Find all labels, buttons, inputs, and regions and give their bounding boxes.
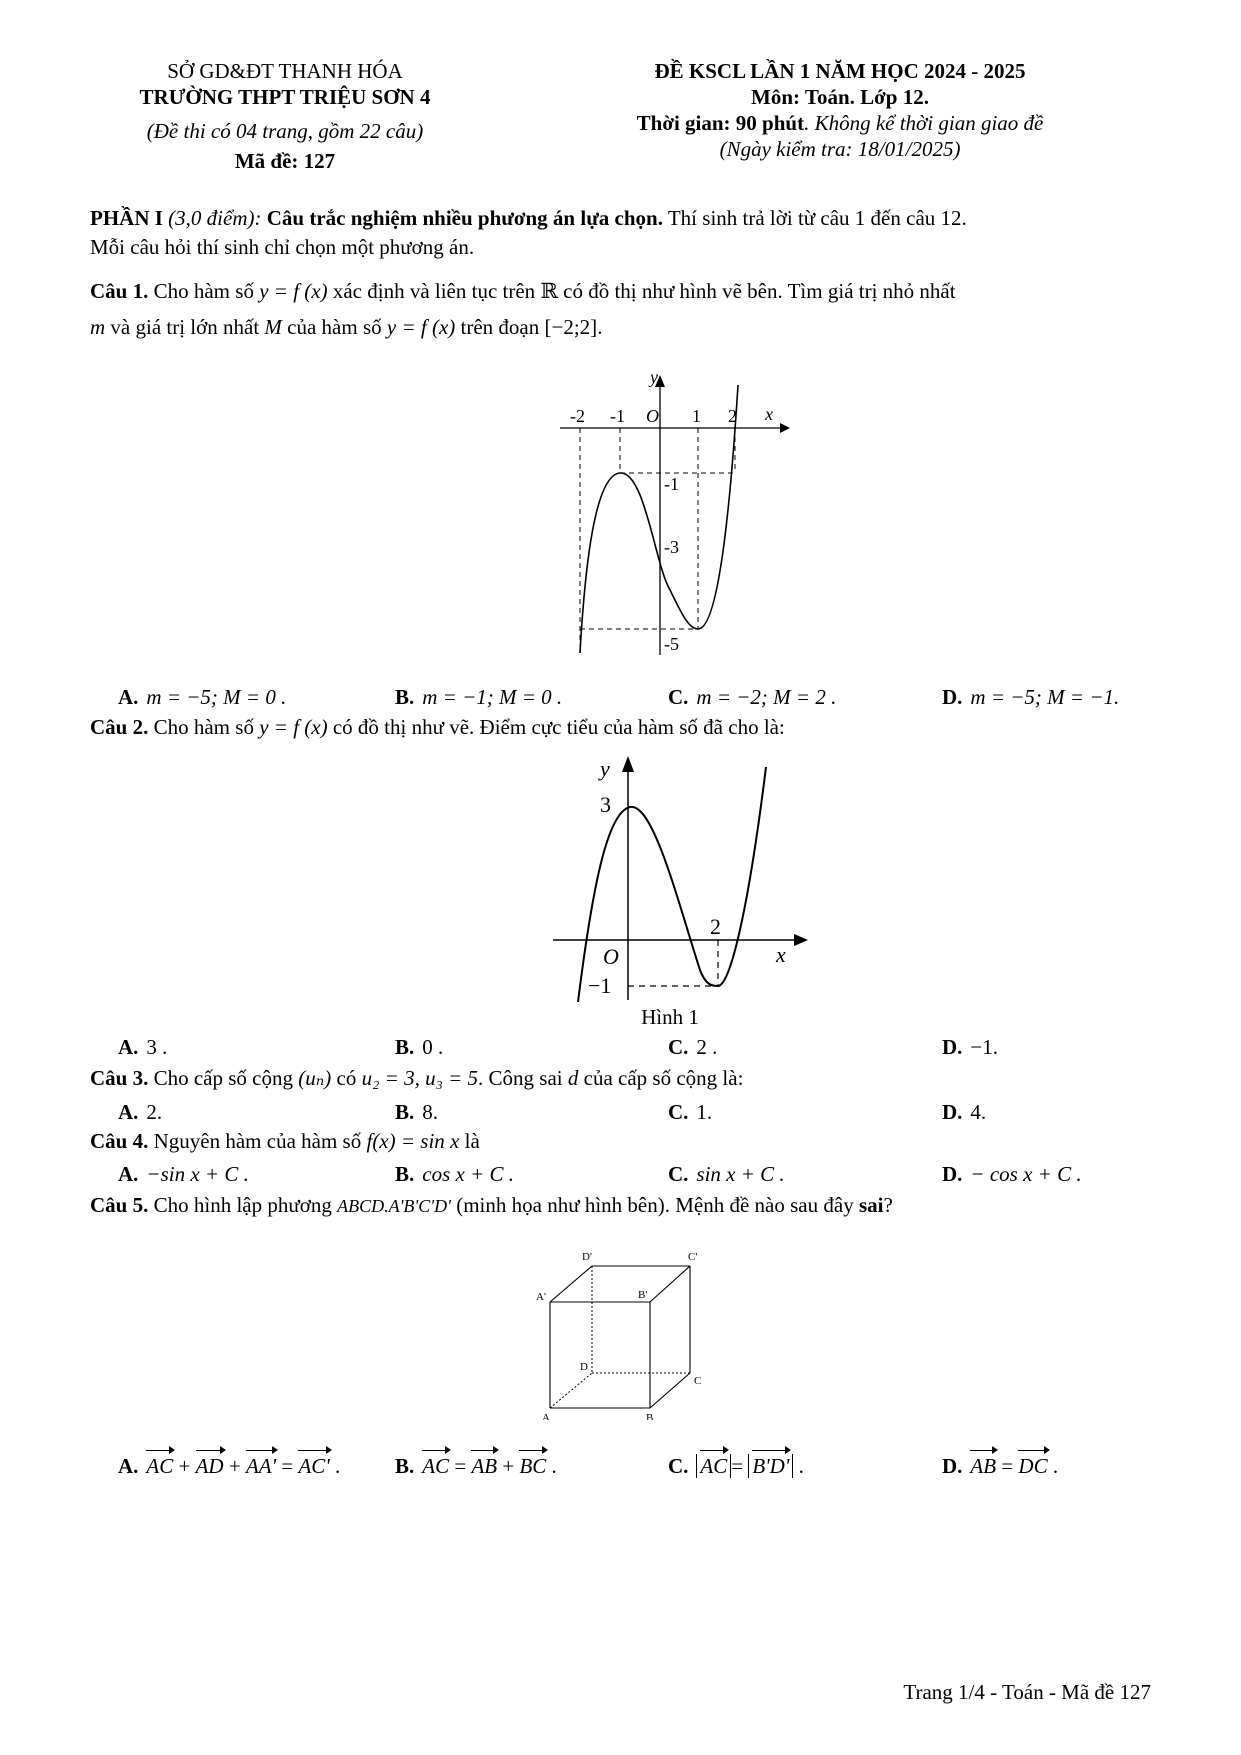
q1-func: y = f (x)	[259, 279, 328, 303]
q5-text: (minh họa như hình bên). Mệnh đề nào sau đây	[450, 1193, 859, 1217]
option-text: 3 .	[146, 1035, 168, 1059]
option-letter: A.	[118, 1162, 139, 1186]
vector: AA'	[246, 1448, 276, 1480]
op: +	[497, 1454, 520, 1478]
q1-label: Câu 1.	[90, 279, 149, 303]
exam-date: (Ngày kiểm tra: 18/01/2025)	[719, 137, 961, 161]
q1-text: của hàm số	[281, 315, 387, 339]
vertex-a1: A'	[536, 1291, 546, 1303]
vector: AC	[700, 1448, 727, 1480]
op: =	[996, 1454, 1019, 1478]
q1-func: y = f (x)	[386, 315, 456, 339]
q5-cube-edges	[550, 1266, 690, 1408]
q5-cube-name: ABCD.A'B'C'D'	[337, 1196, 451, 1216]
option-text: 4.	[970, 1100, 987, 1124]
option-letter: C.	[668, 1162, 689, 1186]
option-letter: B.	[395, 1100, 415, 1124]
vertex-c: C	[694, 1375, 702, 1387]
q2-x-arrow	[794, 934, 808, 946]
q4-line1	[90, 1126, 1151, 1156]
option-text: cos x + C .	[422, 1162, 515, 1186]
dept-name: SỞ GD&ĐT THANH HÓA	[167, 59, 403, 83]
option-letter: A.	[118, 685, 139, 709]
q3-text: của cấp số cộng là:	[578, 1066, 744, 1090]
option-letter: D.	[942, 1454, 963, 1478]
q1-option-d[interactable]	[942, 683, 1119, 711]
q4-option-b[interactable]	[395, 1160, 514, 1188]
option-text: 2.	[146, 1100, 163, 1124]
q3-option-a[interactable]	[118, 1098, 162, 1126]
q1-graph	[550, 365, 790, 665]
q4-text: là	[459, 1129, 480, 1153]
vector: AC	[422, 1448, 449, 1480]
op: +	[223, 1454, 246, 1478]
part1-title: PHẦN I	[90, 206, 163, 230]
vertex-b1: B'	[638, 1289, 648, 1301]
option-letter: A.	[118, 1454, 139, 1478]
option-text: −1.	[970, 1035, 999, 1059]
q1-text: xác định và liên tục trên	[327, 279, 541, 303]
q2-option-d[interactable]	[942, 1033, 998, 1061]
q1-option-a[interactable]	[118, 683, 286, 711]
vertex-d: D	[580, 1361, 588, 1373]
part1-line1	[90, 203, 1151, 233]
option-text: sin x + C .	[696, 1162, 785, 1186]
option-text: 8.	[422, 1100, 439, 1124]
q5-cube-hidden-edges	[550, 1266, 690, 1408]
exam-time-note: . Không kể thời gian giao đề	[804, 111, 1044, 135]
q2-y-label: y	[600, 756, 610, 781]
part1-desc: Thí sinh trả lời từ câu 1 đến câu 12.	[662, 206, 967, 230]
vector: BC	[519, 1448, 546, 1480]
q1-M: M	[264, 315, 282, 339]
option-letter: D.	[942, 1035, 963, 1059]
option-text: −sin x + C .	[146, 1162, 249, 1186]
q1-y-label: y	[650, 367, 658, 387]
q3-text: Cho cấp số cộng	[148, 1066, 299, 1090]
exam-time: Thời gian: 90 phút	[636, 111, 805, 135]
q1-curve	[580, 385, 738, 653]
option-letter: C.	[668, 1100, 689, 1124]
q3-d: d	[567, 1066, 579, 1090]
option-letter: D.	[942, 1100, 963, 1124]
op: =	[276, 1454, 299, 1478]
q1-option-c[interactable]	[668, 683, 836, 711]
q4-option-a[interactable]	[118, 1160, 249, 1188]
q3-seq: (uₙ)	[298, 1066, 332, 1090]
q1-option-b[interactable]	[395, 683, 562, 711]
option-letter: C.	[668, 685, 689, 709]
vector: B'D'	[752, 1448, 789, 1480]
q1-guides	[580, 428, 735, 653]
q1-x-label: x	[765, 404, 773, 424]
q2-x-label: x	[776, 942, 786, 967]
vector: AC'	[298, 1448, 329, 1480]
option-text: − cos x + C .	[970, 1162, 1082, 1186]
header-left	[90, 58, 480, 174]
q1-real: ℝ	[540, 279, 558, 303]
q3-line1	[90, 1063, 1151, 1093]
q1-m: m	[90, 315, 106, 339]
q4-text: Nguyên hàm của hàm số	[148, 1129, 367, 1153]
option-letter: A.	[118, 1100, 139, 1124]
exam-code: Mã đề: 127	[234, 149, 336, 173]
q5-sai: sai	[858, 1193, 884, 1217]
q1-text: Cho hàm số	[148, 279, 260, 303]
q2-origin: O	[603, 944, 619, 969]
q2-line1	[90, 712, 1151, 742]
q2-label-3: 3	[600, 792, 611, 817]
option-text: m = −5; M = 0 .	[146, 685, 287, 709]
option-text: m = −5; M = −1.	[970, 685, 1120, 709]
option-letter: C.	[668, 1035, 689, 1059]
op: +	[173, 1454, 196, 1478]
option-letter: B.	[395, 1454, 415, 1478]
q5-option-d[interactable]	[942, 1448, 1058, 1480]
q2-option-c[interactable]	[668, 1033, 717, 1061]
op: =	[449, 1454, 472, 1478]
q1-xtick: -1	[610, 406, 625, 426]
op: .	[793, 1454, 804, 1478]
op: =	[731, 1454, 749, 1478]
q3-label: Câu 3.	[90, 1066, 149, 1090]
vector: DC	[1018, 1448, 1047, 1480]
option-text: 0 .	[422, 1035, 444, 1059]
q2-y-arrow	[622, 756, 634, 772]
vertex-c1: C'	[688, 1251, 698, 1263]
q1-line1	[90, 276, 1151, 306]
vector: AB	[471, 1448, 497, 1480]
q5-cube-labels	[536, 1251, 701, 1420]
q5-option-c[interactable]	[668, 1448, 804, 1480]
page-footer: Trang 1/4 - Toán - Mã đề 127	[903, 1680, 1151, 1704]
q2-func: y = f (x)	[259, 715, 328, 739]
vector: AD	[196, 1448, 224, 1480]
q1-text: .	[597, 315, 603, 339]
q1-interval: [−2;2]	[544, 315, 598, 339]
q3-text: có	[331, 1066, 362, 1090]
q1-ytick: -1	[664, 474, 679, 494]
q4-label: Câu 4.	[90, 1129, 149, 1153]
option-text: 2 .	[696, 1035, 718, 1059]
q3-text: . Công sai	[478, 1066, 568, 1090]
q4-func: f(x) = sin x	[366, 1129, 460, 1153]
option-text: 1.	[696, 1100, 713, 1124]
option-letter: B.	[395, 1162, 415, 1186]
q2-graph	[548, 752, 818, 1002]
q1-ytick: -3	[664, 537, 679, 557]
q5-option-b[interactable]	[395, 1448, 557, 1480]
header-right	[530, 58, 1150, 162]
q3-option-b[interactable]	[395, 1098, 438, 1126]
q1-line2	[90, 312, 1151, 342]
q5-option-a[interactable]	[118, 1448, 340, 1480]
part1-points: (3,0 điểm):	[162, 206, 262, 230]
q4-option-c[interactable]	[668, 1160, 785, 1188]
q1-x-arrow	[780, 423, 790, 433]
op: .	[329, 1454, 341, 1478]
exam-subject: Môn: Toán. Lớp 12.	[751, 85, 929, 109]
q1-ytick: -5	[664, 634, 679, 654]
vertex-a: A	[542, 1412, 550, 1420]
q1-text: và giá trị lớn nhất	[105, 315, 265, 339]
part1-line2: Mỗi câu hỏi thí sinh chỉ chọn một phương án.	[90, 235, 475, 259]
q3-option-c[interactable]	[668, 1098, 712, 1126]
q5-label: Câu 5.	[90, 1193, 149, 1217]
q2-label: Câu 2.	[90, 715, 149, 739]
q5-text: ?	[883, 1193, 893, 1217]
option-letter: D.	[942, 685, 963, 709]
option-text: m = −2; M = 2 .	[696, 685, 837, 709]
q1-text: có đồ thị như hình vẽ bên. Tìm giá trị nhỏ nhất	[557, 279, 956, 303]
op: .	[1047, 1454, 1059, 1478]
option-letter: B.	[395, 1035, 415, 1059]
q3-cond: u₂ = 3, u₃ = 5	[361, 1066, 479, 1090]
q2-text: có đồ thị như vẽ. Điểm cực tiểu của hàm số đã cho là:	[327, 715, 785, 739]
q1-origin: O	[646, 406, 659, 426]
option-letter: B.	[395, 685, 415, 709]
q1-xtick: 1	[692, 406, 701, 426]
q2-text: Cho hàm số	[148, 715, 260, 739]
q4-option-d[interactable]	[942, 1160, 1082, 1188]
q1-xtick: -2	[570, 406, 585, 426]
school-name: TRƯỜNG THPT TRIỆU SƠN 4	[139, 85, 431, 109]
vector: AB	[970, 1448, 996, 1480]
pages-note: (Đề thi có 04 trang, gồm 22 câu)	[146, 119, 424, 143]
vertex-b: B	[646, 1412, 654, 1420]
option-text: m = −1; M = 0 .	[422, 685, 563, 709]
q2-option-a[interactable]	[118, 1033, 167, 1061]
q2-option-b[interactable]	[395, 1033, 443, 1061]
q1-text: trên đoạn	[455, 315, 545, 339]
exam-title: ĐỀ KSCL LẦN 1 NĂM HỌC 2024 - 2025	[654, 59, 1026, 83]
q2-label-2: 2	[710, 914, 721, 939]
q2-label-minus1: −1	[588, 973, 612, 998]
option-letter: A.	[118, 1035, 139, 1059]
q5-line1	[90, 1190, 1151, 1221]
op: .	[546, 1454, 557, 1478]
q3-option-d[interactable]	[942, 1098, 986, 1126]
q1-xtick: 2	[728, 406, 737, 426]
q5-text: Cho hình lập phương	[148, 1193, 338, 1217]
q2-caption: Hình 1	[641, 1005, 699, 1029]
part1-desc-bold: Câu trắc nghiệm nhiều phương án lựa chọn.	[261, 206, 663, 230]
option-letter: D.	[942, 1162, 963, 1186]
vertex-d1: D'	[582, 1251, 592, 1263]
option-letter: C.	[668, 1454, 689, 1478]
vector: AC	[146, 1448, 173, 1480]
q5-cube-figure	[520, 1240, 730, 1420]
